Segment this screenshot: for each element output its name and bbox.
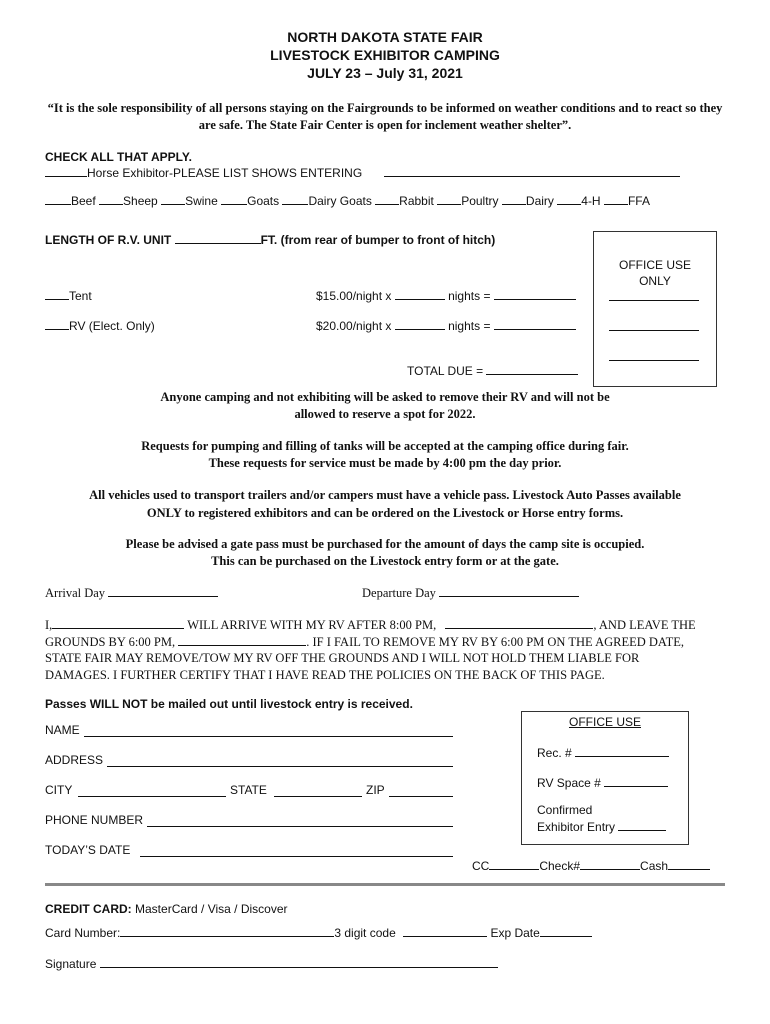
category-beef: Beef [71, 194, 96, 208]
office-use-title-2: OFFICE USE [568, 715, 641, 729]
arrival-row [45, 584, 218, 601]
cash-field[interactable] [668, 857, 710, 870]
category-poultry: Poultry [461, 194, 499, 208]
signature-row [45, 955, 498, 971]
security-code-label: 3 digit code [334, 926, 396, 940]
tent-rate: $15.00/night x [316, 289, 392, 303]
poultry-checkbox-line[interactable] [437, 192, 461, 205]
form-subtitle: LIVESTOCK EXHIBITOR CAMPING [270, 47, 500, 63]
todays-date-field[interactable] [140, 856, 453, 857]
address-field[interactable] [107, 766, 453, 767]
card-number-row [45, 924, 592, 940]
horse-checkbox-line[interactable] [45, 164, 87, 177]
ffa-checkbox-line[interactable] [604, 192, 628, 205]
arrival-label: Arrival Day [45, 586, 106, 600]
signature-field[interactable] [100, 955, 498, 968]
beef-checkbox-line[interactable] [45, 192, 71, 205]
exp-date-label: Exp Date [490, 926, 540, 940]
city-field[interactable] [78, 796, 226, 797]
cc-label: CC [472, 859, 490, 873]
rv-checkbox-line[interactable] [45, 317, 69, 330]
cert-leave-date-field[interactable] [178, 633, 306, 646]
departure-row [362, 584, 579, 601]
shows-entering-field[interactable] [384, 176, 680, 177]
form-title: NORTH DAKOTA STATE FAIR [287, 29, 483, 45]
swine-checkbox-line[interactable] [161, 192, 185, 205]
notice-tanks-1: Requests for pumping and filling of tanks will be accepted at the camping office during fair. [141, 439, 629, 453]
cert-if-fail: . IF I FAIL TO REMOVE MY RV BY 6:00 PM ON THE AGREED DATE, [306, 635, 684, 649]
notice-tanks-2: These requests for service must be made by 4:00 pm the day prior. [208, 456, 562, 470]
check-field[interactable] [580, 857, 640, 870]
card-number-field[interactable] [120, 924, 334, 937]
rabbit-checkbox-line[interactable] [375, 192, 399, 205]
rv-length-label: LENGTH OF R.V. UNIT [45, 233, 172, 247]
rec-label: Rec. # [537, 746, 572, 760]
payment-row [472, 857, 710, 873]
cc-field[interactable] [489, 857, 539, 870]
rv-row [45, 317, 155, 333]
cert-arrive-date-field[interactable] [445, 616, 593, 629]
category-ffa: FFA [627, 194, 650, 208]
cert-and-leave: , AND LEAVE THE [593, 618, 696, 632]
zip-label: ZIP [366, 783, 385, 797]
notice-vehicle-pass-2: ONLY to registered exhibitors and can be ordered on the Livestock or Horse entry forms. [146, 506, 624, 520]
dairy-goats-checkbox-line[interactable] [282, 192, 308, 205]
check-heading: CHECK ALL THAT APPLY. [45, 150, 192, 164]
rv-space-row [537, 774, 668, 790]
state-field[interactable] [274, 796, 362, 797]
tent-checkbox-line[interactable] [45, 287, 69, 300]
rv-nights-label: nights = [448, 319, 491, 333]
notice-non-exhibitor-1: Anyone camping and not exhibiting will be asked to remove their RV and will not be [160, 390, 610, 404]
section-divider [45, 883, 725, 886]
confirmed-entry-field[interactable] [618, 818, 666, 831]
security-code-field[interactable] [403, 924, 487, 937]
zip-field[interactable] [389, 796, 453, 797]
card-number-label: Card Number: [45, 926, 121, 940]
category-row [45, 192, 650, 208]
office-use-box-top [593, 231, 717, 387]
cert-i: I, [45, 618, 53, 632]
tent-subtotal-field[interactable] [494, 287, 576, 300]
dairy-checkbox-line[interactable] [502, 192, 526, 205]
address-label: ADDRESS [45, 753, 104, 767]
rv-space-label: RV Space # [537, 776, 601, 790]
office-use-title: OFFICE USE [618, 258, 691, 272]
rv-fee-row [316, 317, 576, 333]
tent-fee-row [316, 287, 576, 303]
office-use-only: ONLY [639, 274, 671, 288]
name-field[interactable] [84, 736, 453, 737]
notice-gate-pass-1: Please be advised a gate pass must be purchased for the amount of days the camp site is occupied. [125, 537, 645, 551]
office-field-2[interactable] [609, 330, 699, 331]
tent-row [45, 287, 92, 303]
weather-notice: “It is the sole responsibility of all persons staying on the Fairgrounds to be informed on weather conditions and to react so they are safe. The State Fair Center is open for inclement weather shelter”. [47, 101, 723, 132]
tent-label: Tent [69, 289, 92, 303]
notice-non-exhibitor-2: allowed to reserve a spot for 2022. [294, 407, 476, 421]
category-swine: Swine [185, 194, 218, 208]
rv-length-field[interactable] [175, 231, 261, 244]
rec-row [537, 744, 669, 760]
rv-label: RV (Elect. Only) [69, 319, 155, 333]
departure-day-field[interactable] [439, 584, 579, 597]
category-sheep: Sheep [123, 194, 158, 208]
total-label: TOTAL DUE = [407, 364, 484, 378]
rv-nights-field[interactable] [395, 317, 445, 330]
total-row [407, 362, 578, 378]
city-label: CITY [45, 783, 73, 797]
credit-card-types: MasterCard / Visa / Discover [135, 902, 288, 916]
cert-line-1 [45, 616, 696, 633]
exhibitor-entry-label: Exhibitor Entry [537, 820, 616, 834]
confirmed-label: Confirmed [537, 803, 593, 817]
office-field-1[interactable] [609, 300, 699, 301]
4h-checkbox-line[interactable] [557, 192, 581, 205]
cert-grounds-by: GROUNDS BY 6:00 PM, [45, 635, 176, 649]
notice-gate-pass-2: This can be purchased on the Livestock entry form or at the gate. [211, 554, 559, 568]
signature-label: Signature [45, 957, 97, 971]
sheep-checkbox-line[interactable] [99, 192, 123, 205]
rv-length-suffix: FT. (from rear of bumper to front of hitch) [260, 233, 496, 247]
horse-exhibitor-row [45, 164, 362, 180]
category-goats: Goats [247, 194, 280, 208]
rv-rate: $20.00/night x [316, 319, 392, 333]
category-4h: 4-H [581, 194, 601, 208]
credit-card-heading: CREDIT CARD: [45, 902, 132, 916]
tent-nights-field[interactable] [395, 287, 445, 300]
cert-line-4: DAMAGES. I FURTHER CERTIFY THAT I HAVE READ THE POLICIES ON THE BACK OF THIS PAGE. [45, 668, 605, 682]
phone-label: PHONE NUMBER [45, 813, 144, 827]
credit-card-heading-row [45, 902, 288, 916]
rv-subtotal-field[interactable] [494, 317, 576, 330]
rv-space-field[interactable] [604, 774, 668, 787]
office-field-3[interactable] [609, 360, 699, 361]
horse-exhibitor-label: Horse Exhibitor-PLEASE LIST SHOWS ENTERING [87, 166, 363, 180]
category-dairy-goats: Dairy Goats [308, 194, 372, 208]
arrival-day-field[interactable] [108, 584, 218, 597]
departure-label: Departure Day [362, 586, 436, 600]
cert-line-3: STATE FAIR MAY REMOVE/TOW MY RV OFF THE GROUNDS AND I WILL NOT HOLD THEM LIABLE FOR [45, 651, 640, 665]
cert-will-arrive: WILL ARRIVE WITH MY RV AFTER 8:00 PM, [187, 618, 437, 632]
cert-line-2 [45, 633, 684, 650]
rv-length-row [45, 231, 495, 247]
category-dairy: Dairy [525, 194, 554, 208]
goats-checkbox-line[interactable] [221, 192, 247, 205]
name-label: NAME [45, 723, 80, 737]
exp-date-field[interactable] [540, 924, 592, 937]
confirmed-entry-row [537, 818, 666, 834]
tent-nights-label: nights = [448, 289, 491, 303]
passes-notice: Passes WILL NOT be mailed out until livestock entry is received. [45, 697, 413, 711]
cert-name-field[interactable] [52, 616, 184, 629]
todays-date-label: TODAY’S DATE [45, 843, 131, 857]
total-due-field[interactable] [486, 362, 578, 375]
office-use-box-bottom [521, 711, 689, 845]
event-dates: JULY 23 – July 31, 2021 [307, 65, 463, 81]
state-label: STATE [230, 783, 267, 797]
cash-label: Cash [640, 859, 669, 873]
rec-field[interactable] [575, 744, 669, 757]
notice-vehicle-pass-1: All vehicles used to transport trailers and/or campers must have a vehicle pass. Livestock Auto Passes available [89, 488, 681, 502]
check-label: Check# [539, 859, 581, 873]
phone-field[interactable] [147, 826, 453, 827]
category-rabbit: Rabbit [399, 194, 434, 208]
